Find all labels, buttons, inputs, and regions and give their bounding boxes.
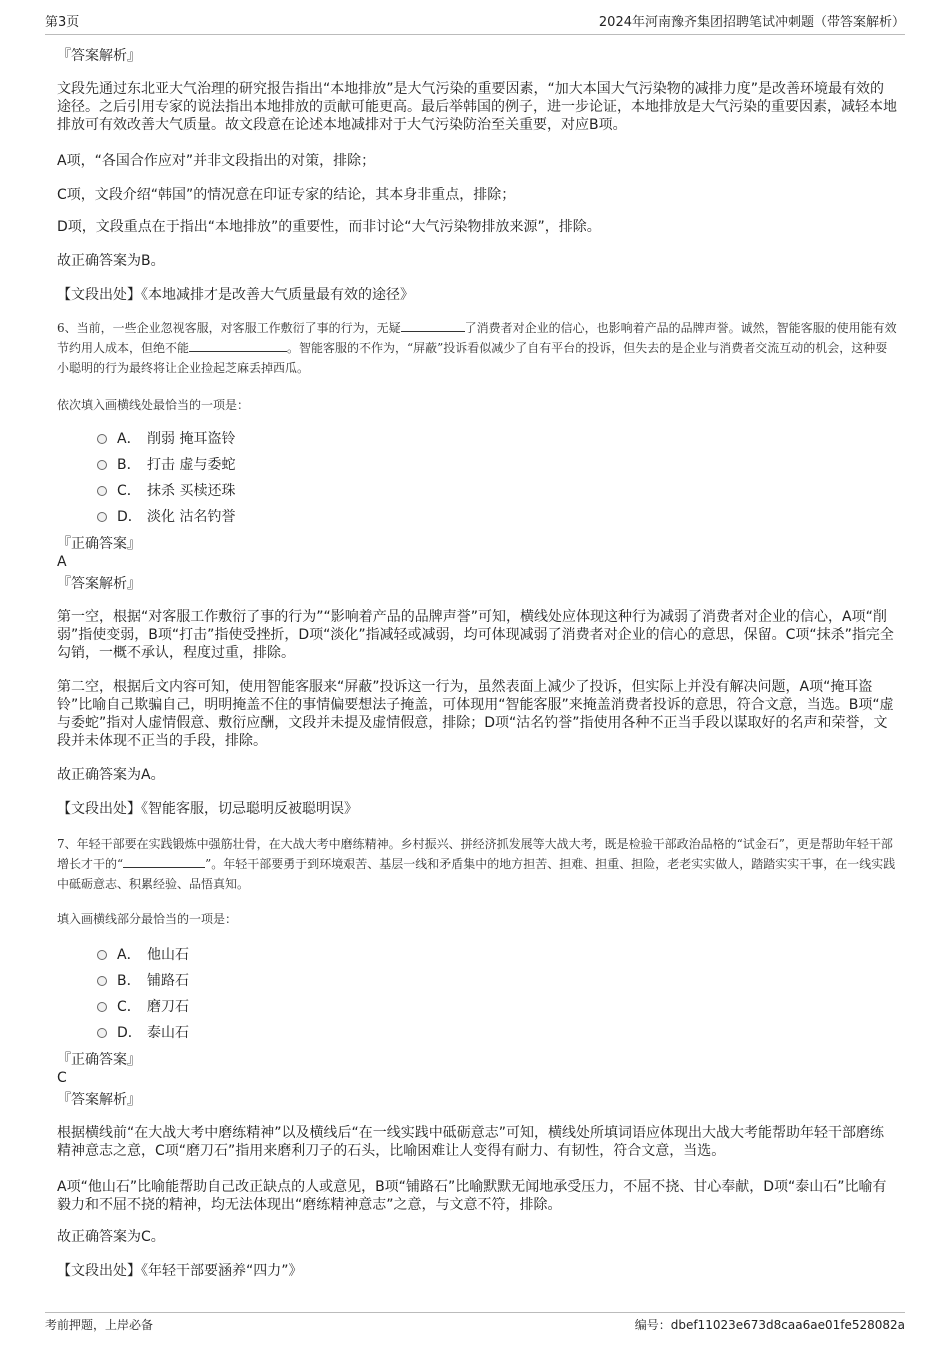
option-c[interactable]: C． 抹杀 买椟还珠 (97, 478, 897, 504)
radio-icon[interactable] (97, 512, 107, 522)
option-d[interactable]: D． 泰山石 (97, 1020, 897, 1046)
answer-conclusion: 故正确答案为A。 (57, 767, 165, 783)
options-list (97, 426, 897, 530)
footer-slogan: 考前押题，上岸必备 (45, 1318, 154, 1332)
radio-icon[interactable] (97, 1028, 107, 1038)
page-footer (45, 1312, 905, 1335)
fill-blank (123, 855, 205, 868)
answer-conclusion: 故正确答案为C。 (57, 1229, 165, 1245)
option-b[interactable]: B． 打击 虚与委蛇 (97, 452, 897, 478)
correct-answer-label: 『正确答案』 (57, 1052, 141, 1068)
analysis-label: 『答案解析』 (57, 1092, 141, 1108)
radio-icon[interactable] (97, 976, 107, 986)
question-text: 7、年轻干部要在实践锻炼中强筋壮骨，在大战大考中磨练精神。乡村振兴、拼经济抓发展等大战大考，既是检验干部政治品格的“试金石”，更是帮助年轻干部增长才干的“ ”。年轻干部要勇于到环境艰苦、基层一线和矛盾集中的地方担苦、担难、担重、担险，老老实实做人，踏踏实实干事，在一线实践中砥砺意志、积累经验、品悟真知。 (57, 837, 896, 891)
radio-icon[interactable] (97, 950, 107, 960)
analysis-paragraph: D项，文段重点在于指出“本地排放”的重要性，而非讨论“大气污染物排放来源”，排除。 (57, 219, 601, 235)
radio-icon[interactable] (97, 1002, 107, 1012)
source-citation: 【文段出处】《本地减排才是改善大气质量最有效的途径》 (57, 287, 414, 303)
correct-answer-label: 『正确答案』 (57, 536, 141, 552)
radio-icon[interactable] (97, 460, 107, 470)
option-a[interactable]: A． 他山石 (97, 942, 897, 968)
question-text: 6、当前，一些企业忽视客服，对客服工作敷衍了事的行为，无疑 了消费者对企业的信心，也影响着产品的品牌声誉。诚然，智能客服的使用能有效节约用人成本，但绝不能 。智能客服的不作为，“屏蔽”投诉看似减少了自有平台的投诉，但失去的是企业与消费者交流互动的机会，这种耍小聪明的行为最终将让企业捡起芝麻丢掉西瓜。 (57, 321, 897, 375)
analysis-paragraph: A项，“各国合作应对”并非文段指出的对策，排除； (57, 153, 376, 169)
correct-answer: A (57, 554, 67, 570)
options-list (97, 942, 897, 1046)
analysis-label: 『答案解析』 (57, 48, 141, 64)
page-number: 第3页 (45, 15, 80, 30)
option-b[interactable]: B． 铺路石 (97, 968, 897, 994)
analysis-paragraph: 根据横线前“在大战大考中磨练精神”以及横线后“在一线实践中砥砺意志”可知，横线处所填词语应体现出大战大考能帮助年轻干部磨练精神意志之意，C项“磨刀石”指用来磨利刀子的石头，比喻困难让人变得有耐力、有韧性，符合文意，当选。 (57, 1125, 885, 1159)
page-header (45, 12, 905, 35)
analysis-paragraph: 第二空，根据后文内容可知，使用智能客服来“屏蔽”投诉这一行为，虽然表面上减少了投诉，但实际上并没有解决问题，A项“掩耳盗铃”比喻自己欺骗自己，明明掩盖不住的事情偏要想法子掩盖，可体现用“智能客服”来掩盖消费者投诉的意思，符合文意，当选。B项“虚与委蛇”指对人虚情假意、敷衍应酬，文段并未提及虚情假意，排除；D项“沽名钓誉”指使用各种不正当手段以谋取好的名声和荣誉，文段并未体现不正当的手段，排除。 (57, 679, 894, 749)
option-c[interactable]: C． 磨刀石 (97, 994, 897, 1020)
analysis-paragraph: 第一空，根据“对客服工作敷衍了事的行为”“影响着产品的品牌声誉”可知，横线处应体现这种行为减弱了消费者对企业的信心，A项“削弱”指使变弱，B项“打击”指使受挫折，D项“淡化”指减轻或减弱，均可体现减弱了消费者对企业的信心的意思，保留。C项“抹杀”指完全勾销，一概不承认，程度过重，排除。 (57, 609, 894, 661)
document-id: 编号：dbef11023e673d8caa6ae01fe528082a (634, 1318, 905, 1332)
option-a[interactable]: A． 削弱 掩耳盗铃 (97, 426, 897, 452)
analysis-paragraph: 文段先通过东北亚大气治理的研究报告指出“本地排放”是大气污染的重要因素，“加大本国大气污染物的减排力度”是改善环境最有效的途径。之后引用专家的说法指出本地排放的贡献可能更高。最后举韩国的例子，进一步论证，本地排放是大气污染的重要因素，减轻本地排放可有效改善大气质量。故文段意在论述本地减排对于大气污染防治至关重要，对应B项。 (57, 81, 897, 133)
document-title: 2024年河南豫齐集团招聘笔试冲刺题（带答案解析） (598, 15, 905, 30)
fill-blank (189, 339, 287, 352)
question-prompt: 填入画横线部分最恰当的一项是： (57, 912, 238, 926)
analysis-paragraph: A项“他山石”比喻能帮助自己改正缺点的人或意见，B项“铺路石”比喻默默无闻地承受压力，不屈不挠、甘心奉献，D项“泰山石”比喻有毅力和不屈不挠的精神，均无法体现出“磨练精神意志”之意，与文意不符，排除。 (57, 1179, 887, 1213)
analysis-paragraph: C项，文段介绍“韩国”的情况意在印证专家的结论，其本身非重点，排除； (57, 187, 516, 203)
source-citation: 【文段出处】《年轻干部要涵养“四力”》 (57, 1263, 303, 1279)
source-citation: 【文段出处】《智能客服，切忌聪明反被聪明误》 (57, 801, 358, 817)
question-prompt: 依次填入画横线处最恰当的一项是： (57, 398, 250, 412)
fill-blank (401, 319, 465, 332)
option-d[interactable]: D． 淡化 沽名钓誉 (97, 504, 897, 530)
correct-answer: C (57, 1070, 67, 1086)
radio-icon[interactable] (97, 434, 107, 444)
answer-conclusion: 故正确答案为B。 (57, 253, 165, 269)
radio-icon[interactable] (97, 486, 107, 496)
analysis-label: 『答案解析』 (57, 576, 141, 592)
